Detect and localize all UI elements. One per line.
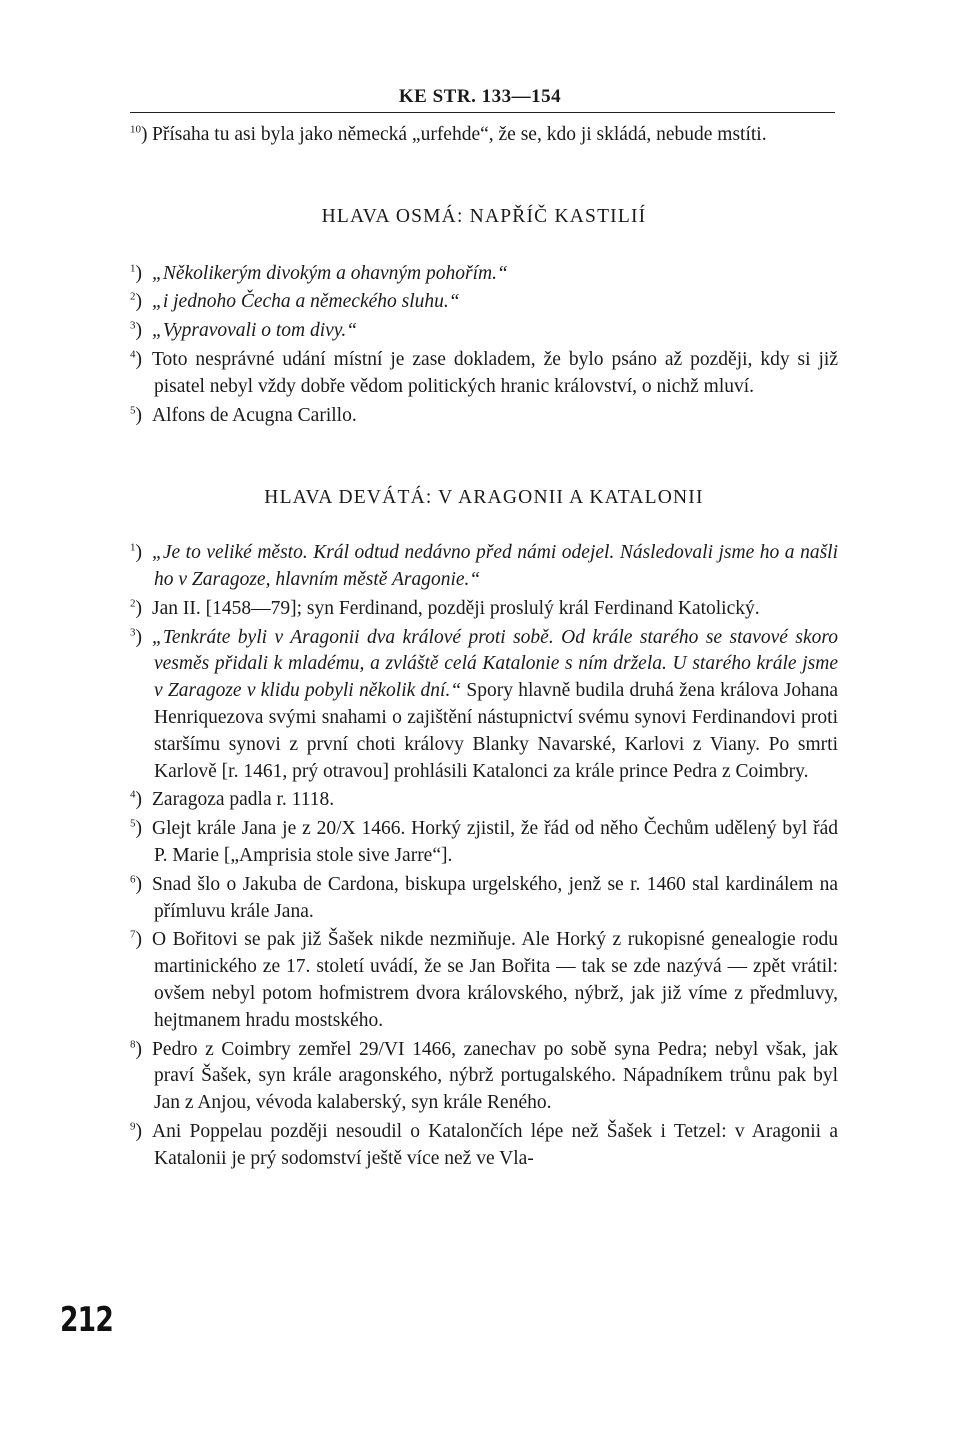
- notes-body: [130, 122, 838, 1175]
- ch9-note-1: $^1$) „Je to veliké město. Král odtud nedávno před námi odejel. Následovali jsme ho a našli ho v Zaragoze, hlavním městě Aragonie.“: [130, 541, 838, 590]
- chapter-heading-9: HLAVA DEVÁTÁ: V ARAGONII A KATALONII: [264, 487, 704, 509]
- ch9-note-3: $^3$) „Tenkráte byli v Aragonii dva králové proti sobě. Od krále starého se stavové skoro vesměs přidali k mladému, a zvláště celá Katalonie s ním držela. U starého krále jsme v Zaragoze v klidu pobyli několik dní.“ Spory hlavně budila druhá žena králova Johana Henriquezova svými snahami o zajištění nástupnictví svému synovi Ferdinandovi proti staršímu synovi z první choti královy Blanky Navarské, Karlovi z Viany. Po smrti Karlově [r. 1461, prý otravou] prohlásili Katalonci za krále prince Pedra z Coimbry.: [130, 626, 838, 782]
- ch8-note-2: $^2$) „i jednoho Čecha a německého sluhu.“: [130, 290, 460, 313]
- running-head: KE STR. 133—154: [398, 86, 562, 107]
- ch9-note-4: $^4$) Zaragoza padla r. 1118.: [130, 788, 335, 811]
- ch9-note-2: $^2$) Jan II. [1458—79]; syn Ferdinand, později proslulý král Ferdinand Katolický.: [130, 597, 760, 619]
- ch8-note-5: $^5$) Alfons de Acugna Carillo.: [130, 404, 357, 426]
- footnote-10: $^{10}$) Přísaha tu asi byla jako německá „urfehde“, že se, kdo ji skládá, nebude mstíti.: [130, 123, 767, 145]
- chapter-heading-8: HLAVA OSMÁ: NAPŘÍČ KASTILIÍ: [321, 205, 647, 227]
- ch8-note-1: $^1$) „Několikerým divokým a ohavným pohořím.“: [130, 262, 508, 284]
- ch9-note-8: $^8$) Pedro z Coimbry zemřel 29/VI 1466, zanechav po sobě syna Pedra; nebyl však, jak praví Šašek, syn krále aragonského, nýbrž portugalského. Nápadníkem trůnu pak byl Jan z Anjou, vévoda kalaberský, syn krále Reného.: [130, 1038, 838, 1114]
- ch9-note-6: $^6$) Snad šlo o Jakuba de Cardona, biskupa urgelského, jenž se r. 1460 stal kardinálem na přímluvu krále Jana.: [130, 873, 838, 922]
- ch8-note-3: $^3$) „Vypravovali o tom divy.“: [130, 319, 358, 342]
- ch9-note-7: $^7$) O Bořitovi se pak již Šašek nikde nezmiňuje. Ale Horký z rukopisné genealogie rodu martinického ze 17. století uvádí, že se Jan Bořita — tak se zde nazývá — zpět vrátil: ovšem nebyl potom hofmistrem dvora královského, nýbrž, jak již víme z předmluvy, hejtmanem hradu mostského.: [130, 928, 838, 1031]
- page-number: 212: [60, 1300, 114, 1340]
- header-rule: [130, 112, 835, 113]
- ch9-note-9: $^9$) Ani Poppelau později nesoudil o Katalončích lépe než Šašek i Tetzel: v Aragonii a Katalonii je prý sodomství ještě více než ve Vla-: [130, 1120, 838, 1169]
- ch9-note-5: $^5$) Glejt krále Jana je z 20/X 1466. Horký zjistil, že řád od něho Čechům udělený byl řád P. Marie [„Amprisia stole sive Jarre“].: [130, 817, 838, 866]
- ch8-note-4: $^4$) Toto nesprávné udání místní je zase dokladem, že bylo psáno až později, kdy si již pisatel nebyl vždy dobře vědom politických hranic království, o nichž mluví.: [130, 348, 838, 397]
